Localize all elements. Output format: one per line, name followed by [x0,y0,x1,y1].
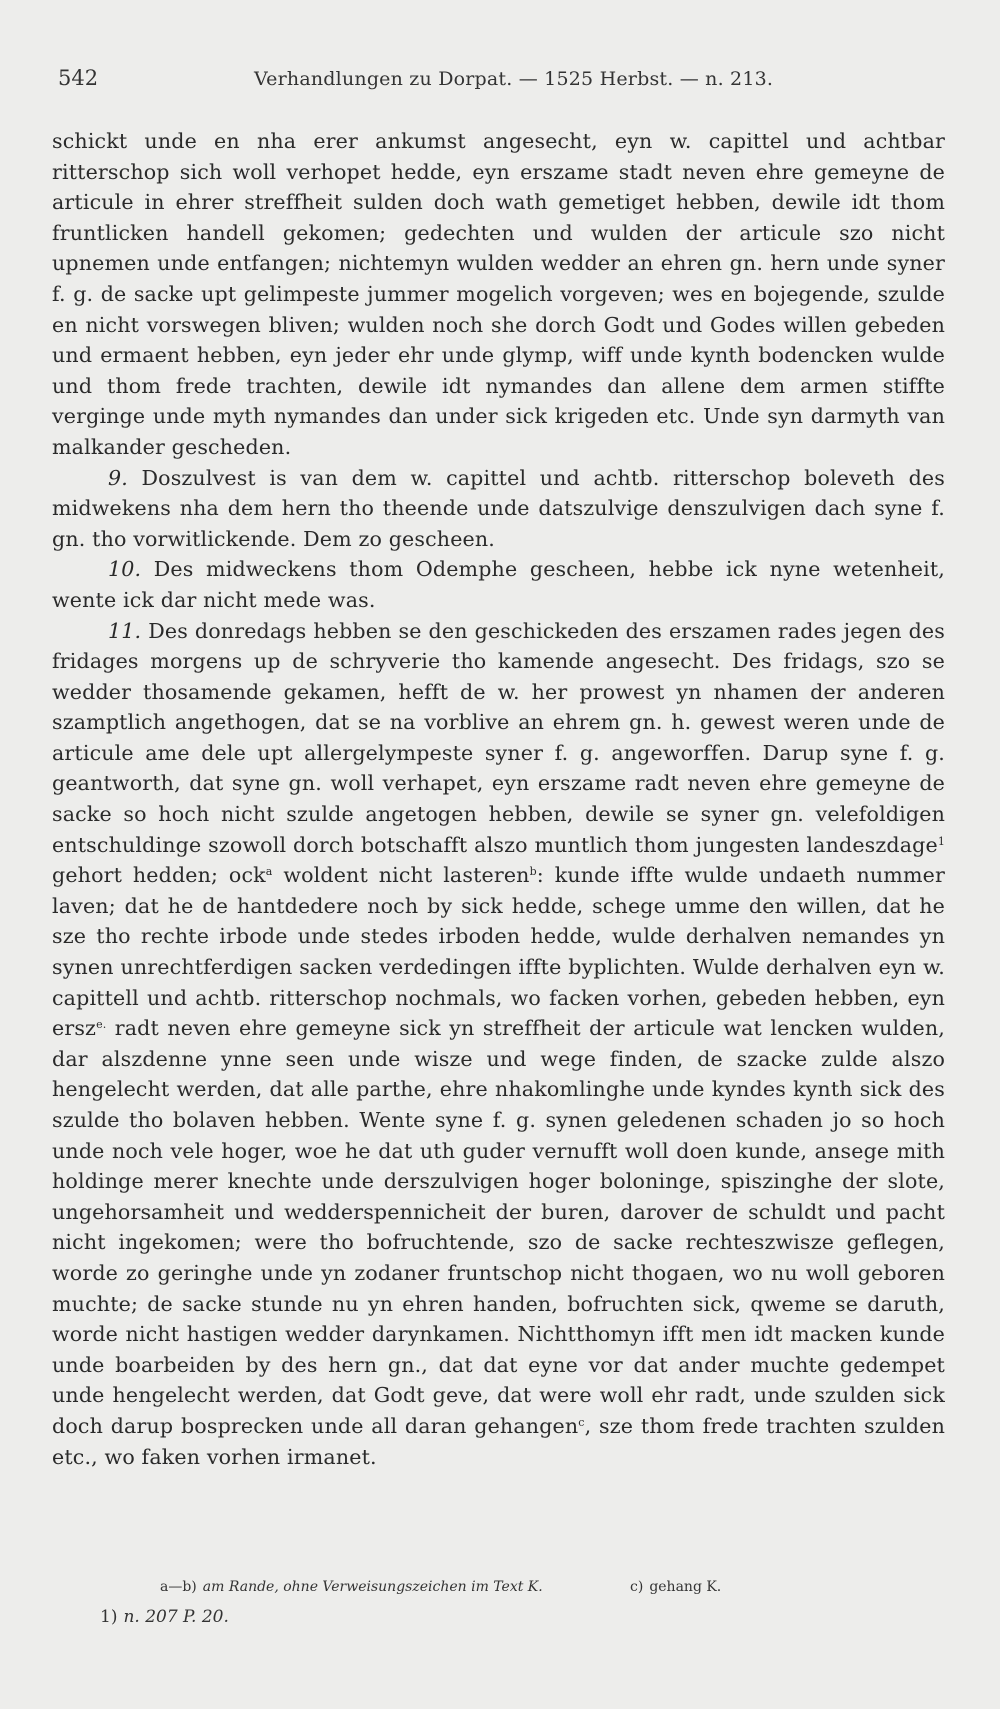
main-text [52,126,945,1472]
footnote-1: 1) n. 207 P. 20. [100,1607,229,1627]
footnote-ref-1[interactable]: 1 [937,834,945,848]
footnote-row-critical [90,1579,930,1607]
footnotes [90,1579,930,1627]
paragraph-11: 11. Des donredags hebben se den geschickeden des erszamen rades jegen des fridages morgens up de schryverie tho kamende angesecht. Des fridags, szo se wedder thosamende gekamen, hefft de w. her prowest yn nhamen der anderen szamptlich angethogen, dat se na vorblive an ehrem gn. h. gewest weren unde de articule ame dele upt allergelympeste syner f. g. angeworffen. Darup syne f. g. geantworth, dat syne gn. woll verhapet, eyn erszame radt neven ehre gemeyne de sacke so hoch nicht szulde angetogen hebben, dewile se syner gn. velefoldigen entschuldinge szowoll dorch botschafft alszo muntlich thom jungesten landeszdage$^1$ gehort hedden; ock$^a$ woldent nicht lasteren$^b$: kunde iffte wulde undaeth nummer laven; dat he de hantdedere noch by sick hedde, schege umme den willen, dat he sze tho rechte irbode unde stedes irboden hedde, wulde derhalven nemandes yn synen unrechtferdigen sacken verdedingen iffte byplichten. Wulde derhalven eyn w. capittell und achtb. ritterschop nochmals, wo facken vorhen, gebeden hebben, eyn ersz$^{e.}$ radt neven ehre gemeyne sick yn streffheit der articule wat lencken wulden, dar alszdenne ynne seen unde wisze und wege finden, de szacke zulde alszo hengelecht werden, dat alle parthe, ehre nhakomlinghe unde kyndes kynth sick des szulde tho bolaven hebben. Wente syne f. g. synen geledenen schaden jo so hoch unde noch vele hoger, woe he dat uth guder vernufft woll doen kunde, ansege mith holdinge merer knechte unde derszulvigen hoger boloninge, spiszinghe der slote, ungehorsamheit und wedderspennicheit der buren, darover de schuldt und pacht nicht ingekomen; were tho bofruchtende, szo de sacke rechteszwisze geflegen, worde zo geringhe unde yn zodaner fruntschop nicht thogaen, wo nu woll geboren muchte; de sacke stunde nu yn ehren handen, bofruchten sick, qweme se daruth, worde nicht hastigen wedder darynkamen. Nichtthomyn ifft men idt macken kunde unde boarbeiden by des hern gn., dat dat eyne vor dat ander muchte gedempet unde hengelecht werden, dat Godt geve, dat were woll ehr radt, unde szulden sick doch darup bosprecken unde all daran gehangen$^c$, sze thom frede trachten szulden etc., wo faken vorhen irmanet. [52,618,945,1469]
footnote-ref-a[interactable]: a [265,865,273,879]
running-title: Verhandlungen zu Dorpat. — 1525 Herbst. — n. 213. [254,68,774,90]
paragraph-10: 10. Des midweckens thom Odemphe gescheen, hebbe ick nyne wetenheit, wente ick dar nicht mede was. [52,557,945,612]
footnote-c: c) gehang K. [630,1579,722,1595]
footnote-ref-b[interactable]: b [529,865,537,879]
footnote-ab: a—b) am Rande, ohne Verweisungszeichen im Text K. [160,1579,543,1595]
paragraph-continuation: schickt unde en nha erer ankumst angesecht, eyn w. capittel und achtbar ritterschop sich woll verhopet hedde, eyn erszame stadt neven ehre gemeyne de articule in ehrer streffheit sulden doch wath gemetiget hebben, dewile idt thom fruntlicken handell gekomen; gedechten und wulden der articule szo nicht upnemen unde entfangen; nichtemyn wulden wedder an ehren gn. hern unde syner f. g. de sacke upt gelimpeste jummer mogelich vorgeven; wes en bojegende, szulde en nicht vorswegen bliven; wulden noch she dorch Godt und Godes willen gebeden und ermaent hebben, eyn jeder ehr unde glymp, wiff unde kynth bodencken wulde und thom frede trachten, dewile idt nymandes dan allene dem armen stiffte verginge unde myth nymandes dan under sick krigeden etc. Unde syn darmyth van malkander gescheden. [52,129,945,459]
paragraph-number: 11. [108,618,142,643]
paragraph-9: 9. Doszulvest is van dem w. capittel und achtb. ritterschop boleveth des midwekens nha dem hern tho theende unde datszulvige denszulvigen dach syne f. gn. tho vorwitlickende. Dem zo gescheen. [52,465,945,551]
footnote-ref-c[interactable]: c [578,1415,585,1429]
paragraph-number: 9. [108,465,128,490]
abbreviation-superscript: e. [96,1018,107,1032]
paragraph-number: 10. [108,557,142,582]
page-number: 542 [58,66,99,90]
